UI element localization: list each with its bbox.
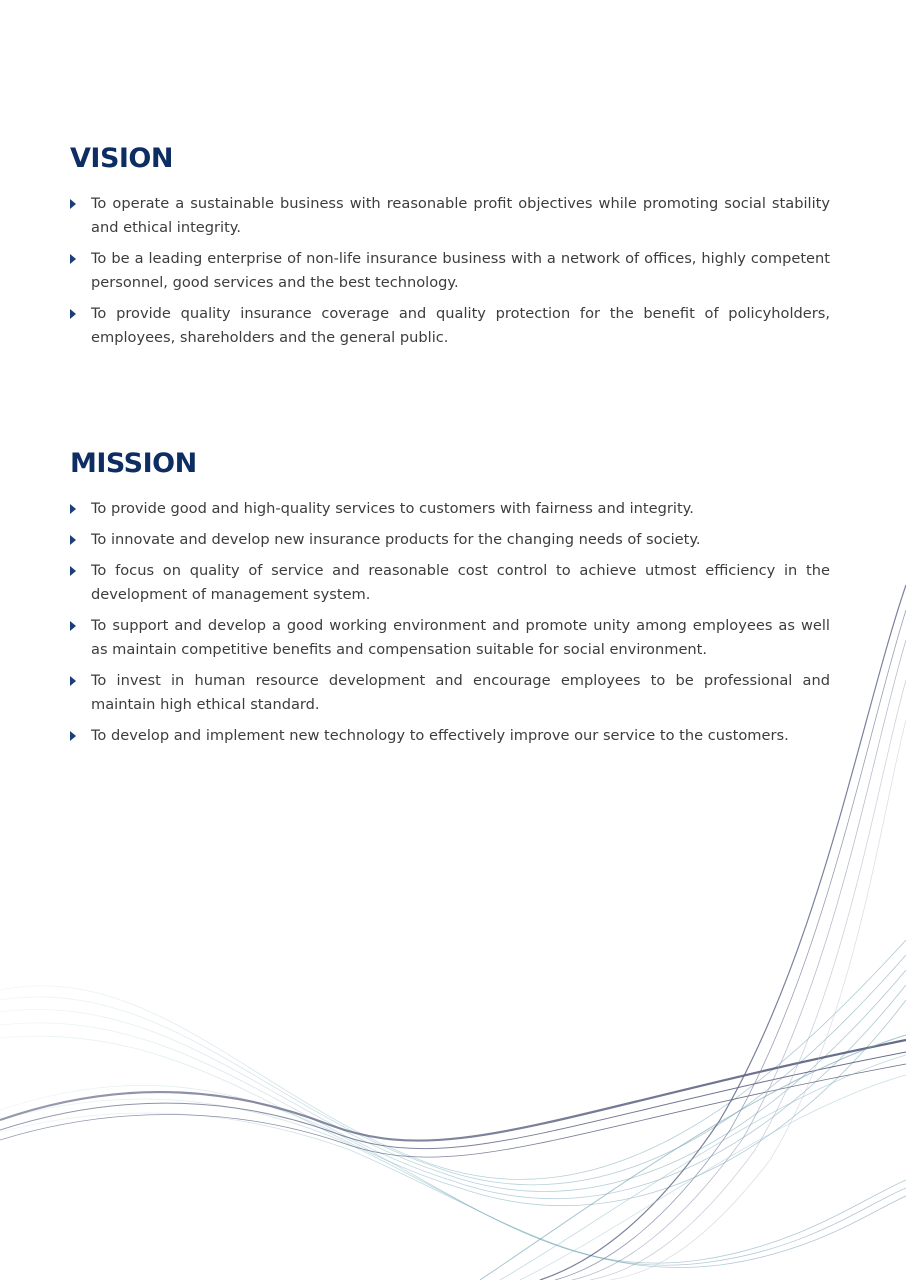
list-item — [70, 497, 830, 521]
list-item — [70, 724, 830, 748]
mission-heading: MISSION — [70, 448, 197, 479]
bullet-arrow-icon — [70, 676, 76, 686]
list-item — [70, 192, 830, 240]
bullet-arrow-icon — [70, 621, 76, 631]
list-item — [70, 302, 830, 350]
bullet-arrow-icon — [70, 731, 76, 741]
bullet-arrow-icon — [70, 199, 76, 209]
list-item-text: To provide quality insurance coverage and quality protection for the benefit of policyholders, employees, shareholders and the general public. — [91, 305, 830, 346]
mission-list — [70, 497, 830, 748]
bullet-arrow-icon — [70, 535, 76, 545]
list-item-text: To support and develop a good working environment and promote unity among employees as well as maintain competitive benefits and compensation suitable for social environment. — [91, 617, 830, 658]
list-item — [70, 247, 830, 295]
list-item-text: To invest in human resource development and encourage employees to be professional and maintain high ethical standard. — [91, 672, 830, 713]
bullet-arrow-icon — [70, 309, 76, 319]
bullet-arrow-icon — [70, 254, 76, 264]
list-item — [70, 528, 830, 552]
list-item — [70, 669, 830, 717]
list-item-text: To focus on quality of service and reasonable cost control to achieve utmost efficiency in the development of management system. — [91, 562, 830, 603]
mission-section — [70, 448, 830, 755]
list-item-text: To operate a sustainable business with reasonable profit objectives while promoting social stability and ethical integrity. — [91, 195, 830, 236]
list-item — [70, 614, 830, 662]
list-item-text: To be a leading enterprise of non-life insurance business with a network of offices, highly competent personnel, good services and the best technology. — [91, 250, 830, 291]
list-item-text: To innovate and develop new insurance products for the changing needs of society. — [91, 531, 701, 548]
vision-section — [70, 143, 830, 357]
bullet-arrow-icon — [70, 566, 76, 576]
vision-list — [70, 192, 830, 350]
list-item-text: To develop and implement new technology to effectively improve our service to the customers. — [91, 727, 789, 744]
list-item-text: To provide good and high-quality services to customers with fairness and integrity. — [91, 500, 694, 517]
vision-heading: VISION — [70, 143, 173, 174]
list-item — [70, 559, 830, 607]
bullet-arrow-icon — [70, 504, 76, 514]
